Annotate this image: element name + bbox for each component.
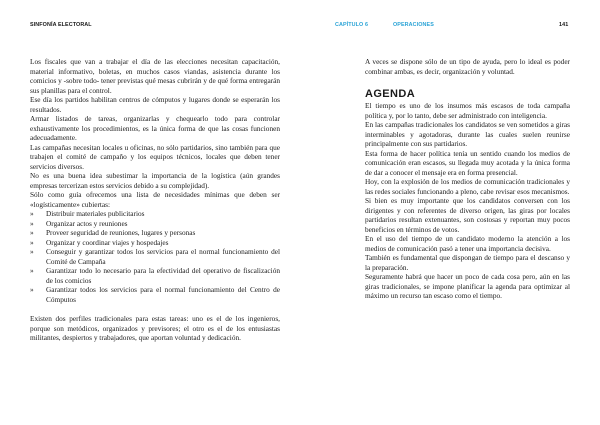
paragraph: En las campañas tradicionales los candidatos se ven sometidos a giras interminables y agotadoras, durante las cuales suelen reunirse principalmente con sus partidarios.	[365, 120, 570, 148]
paragraph: Los fiscales que van a trabajar el día de las elecciones necesitan capacitación, material informativo, boletas, en muchos casos viandas, asistencia durante los comicios y -sobre todo- tener previstas qué mesas cubrirán y de qué forma entregarán sus planillas para el control.	[30, 57, 280, 95]
bullet-marker: »	[30, 237, 34, 247]
list-item-text: Proveer seguridad de reuniones, lugares y personas	[46, 228, 196, 237]
list-item	[30, 228, 280, 238]
paragraph: Ese día los partidos habilitan centros de cómputos y lugares donde se esperarán los resultados.	[30, 95, 280, 114]
list-item-text: Conseguir y garantizar todos los servicios para el normal funcionamiento del Comité de Campaña	[46, 247, 280, 266]
right-column	[365, 57, 570, 301]
section-label: OPERACIONES	[393, 22, 434, 28]
paragraph: Sólo como guía ofrecemos una lista de necesidades mínimas que deben ser «logísticamente» cubiertas:	[30, 190, 280, 209]
list-item	[30, 209, 280, 219]
paragraph: Seguramente habrá que hacer un poco de cada cosa pero, aún en las giras tradicionales, se impone planificar la agenda para optimizar al máximo un recurso tan escaso como el tiempo.	[365, 272, 570, 300]
bullet-marker: »	[30, 218, 34, 228]
paragraph: A veces se dispone sólo de un tipo de ayuda, pero lo ideal es poder combinar ambas, es decir, organización y voluntad.	[365, 57, 570, 76]
book-title: SINFONÍA ELECTORAL	[30, 22, 92, 28]
paragraph: Existen dos perfiles tradicionales para estas tareas: uno es el de los ingenieros, porque son metódicos, organizados y previsores; el otro es el de los entusiastas militantes, despiertos y trabajadores, que aportan voluntad y dedicación.	[30, 314, 280, 342]
left-column	[30, 57, 280, 343]
paragraph: Esta forma de hacer política tenía un sentido cuando los medios de comunicación eran escasos, su llegada muy acotada y la única forma de dar a conocer el mensaje era en forma presencial.	[365, 148, 570, 177]
paragraph: Si bien es muy importante que los candidatos conversen con los dirigentes y con referentes de diverso origen, las giras por locales partidarios resultan extenuantes, son costosas y reportan muy pocos beneficios en términos de votos.	[365, 196, 570, 234]
paragraph: El tiempo es uno de los insumos más escasos de toda campaña política y, por lo tanto, debe ser administrado con inteligencia.	[365, 101, 570, 120]
list-item-text: Organizar y coordinar viajes y hospedajes	[46, 237, 169, 247]
bullet-marker: »	[30, 266, 34, 275]
list-item	[30, 285, 280, 304]
paragraph: Las campañas necesitan locales u oficinas, no sólo partidarios, sino también para que trabajen el comité de campaño y los equipos técnicos, locales que deben tener servicios diversos.	[30, 142, 280, 171]
bullet-marker: »	[30, 228, 34, 237]
section-heading: AGENDA	[365, 88, 416, 100]
paragraph: Armar listados de tareas, organizarlas y chequearlo todo para controlar exhaustivamente los procedimientos, es la única forma de que las cosas funcionen adecuadamente.	[30, 114, 280, 142]
list-item	[30, 247, 280, 266]
page-header	[0, 22, 600, 34]
bullet-marker: »	[30, 285, 34, 294]
paragraph: También es fundamental que dispongan de tiempo para el descanso y la preparación.	[365, 253, 570, 272]
list-item-text: Garantizar todo lo necesario para la efectividad del operativo de fiscalización de los comicios	[46, 266, 280, 285]
bullet-marker: »	[30, 209, 34, 218]
list-item	[30, 238, 280, 248]
list-item-text: Garantizar todos los servicios para el normal funcionamiento del Centro de Cómputos	[46, 285, 280, 304]
paragraph: En el uso del tiempo de un candidato moderno la atención a los medios de comunicación pasó a tener una importancia decisiva.	[365, 234, 570, 253]
list-item	[30, 266, 280, 285]
bullet-marker: »	[30, 247, 34, 256]
spacer	[30, 304, 280, 314]
paragraph: Hoy, con la explosión de los medios de comunicación tradicionales y las redes sociales funcionando a pleno, cabe revisar esos mecanismos.	[365, 177, 570, 196]
chapter-label: CAPÍTULO 6	[335, 22, 369, 28]
paragraph: No es una buena idea subestimar la importancia de la logística (aún grandes empresas tercerizan estos servicios debido a su complejidad).	[30, 171, 280, 190]
page-number: 141	[559, 22, 569, 28]
list-item-text: Distribuir materiales publicitarios	[46, 209, 145, 218]
needs-list	[30, 209, 280, 304]
list-item	[30, 219, 280, 229]
list-item-text: Organizar actos y reuniones	[46, 218, 128, 228]
